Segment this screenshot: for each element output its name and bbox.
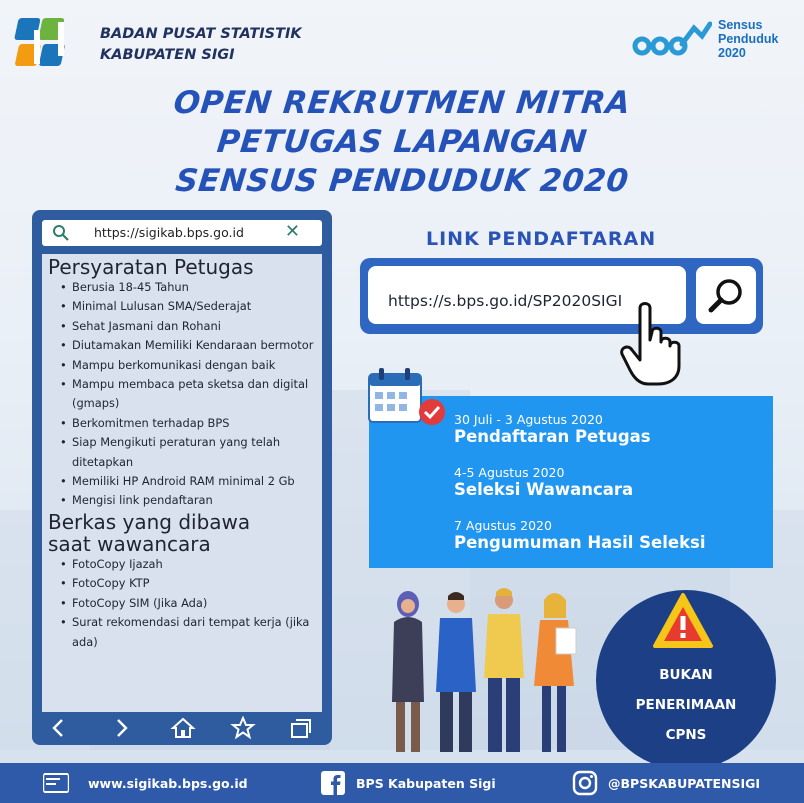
documents-title-line1: Berkas yang dibawa (48, 509, 251, 534)
phone-screen (42, 254, 322, 712)
list-item: • Berkomitmen terhadap BPS (60, 414, 322, 433)
title-line1: OPEN REKRUTMEN MITRA (171, 85, 633, 121)
home-icon[interactable] (170, 716, 196, 740)
instagram-icon (572, 770, 598, 796)
facebook-icon (320, 770, 346, 796)
title-line2: PETUGAS LAPANGAN (215, 124, 589, 160)
close-icon[interactable]: ✕ (284, 221, 300, 242)
list-item: • Memiliki HP Android RAM minimal 2 Gb (60, 472, 322, 491)
schedule-item (454, 465, 633, 499)
list-item: • Berusia 18-45 Tahun (60, 278, 322, 297)
list-item: • Siap Mengikuti peraturan yang telah ditetapkan (60, 433, 322, 472)
title-line3: SENSUS PENDUDUK 2020 (173, 163, 631, 199)
schedule-item (454, 412, 651, 446)
list-item: • Mengisi link pendaftaran (60, 491, 322, 510)
list-item: • FotoCopy SIM (Jika Ada) (60, 594, 322, 613)
search-icon (52, 224, 70, 242)
check-icon (418, 398, 446, 426)
list-item: • Minimal Lulusan SMA/Sederajat (60, 297, 322, 316)
forward-icon[interactable] (108, 716, 134, 740)
magnifier-icon (696, 266, 756, 324)
phone-nav-bar (32, 712, 332, 745)
footer-website[interactable] (34, 763, 248, 803)
org-name-line2: KABUPATEN SIGI (100, 47, 235, 63)
back-icon[interactable] (46, 716, 72, 740)
footer-instagram[interactable] (572, 763, 760, 803)
requirements-list (42, 278, 322, 511)
documents-title-line2: saat wawancara (48, 531, 211, 556)
footer (0, 763, 804, 803)
schedule-date: 30 Juli - 3 Agustus 2020 (454, 412, 603, 427)
list-item: • Mampu berkomunikasi dengan baik (60, 356, 322, 375)
link-search-box (360, 258, 763, 334)
link-url-text: https://s.bps.go.id/SP2020SIGI (388, 292, 623, 310)
pointer-hand-icon (618, 300, 696, 386)
schedule-title: Seleksi Wawancara (454, 480, 634, 499)
documents-list (42, 555, 322, 652)
schedule-date: 7 Agustus 2020 (454, 518, 552, 533)
sensus-penduduk-text (718, 18, 778, 60)
warning-icon (652, 592, 714, 650)
footer-facebook-text: BPS Kabupaten Sigi (356, 775, 496, 791)
schedule-title: Pendaftaran Petugas (454, 427, 651, 446)
schedule-item (454, 518, 706, 552)
page-title (0, 84, 804, 201)
schedule-title: Pengumuman Hasil Seleksi (454, 533, 706, 552)
tabs-icon[interactable] (288, 716, 314, 740)
phone-url-text: https://sigikab.bps.go.id (94, 225, 244, 240)
list-item: • FotoCopy Ijazah (60, 555, 322, 574)
list-item: • Mampu membaca peta sketsa dan digital (gmaps) (60, 375, 322, 414)
phone-url-bar[interactable] (42, 220, 322, 246)
footer-instagram-text: @BPSKABUPATENSIGI (608, 775, 761, 791)
list-item: • Diutamakan Memiliki Kendaraan bermotor (60, 336, 322, 355)
org-name (100, 24, 302, 66)
bps-logo (14, 12, 90, 76)
footer-website-text: www.sigikab.bps.go.id (88, 775, 248, 791)
requirements-title: Persyaratan Petugas (48, 255, 254, 279)
list-item: • Sehat Jasmani dan Rohani (60, 317, 322, 336)
org-name-line1: BADAN PUSAT STATISTIK (100, 26, 302, 42)
sensus-line1: Sensus (718, 18, 763, 32)
warning-text (596, 660, 776, 750)
sensus-line2: Penduduk (718, 32, 779, 46)
list-item: • Surat rekomendasi dari tempat kerja (jika ada) (60, 613, 322, 652)
warning-line1: BUKAN (659, 667, 713, 683)
list-item: • FotoCopy KTP (60, 574, 322, 593)
footer-facebook[interactable] (320, 763, 496, 803)
link-label: LINK PENDAFTARAN (426, 228, 657, 250)
warning-line2: PENERIMAAN (635, 697, 737, 713)
people-illustration (378, 582, 600, 760)
link-search-button[interactable] (696, 266, 756, 324)
schedule-date: 4-5 Agustus 2020 (454, 465, 565, 480)
browser-icon (34, 770, 78, 796)
star-icon[interactable] (230, 716, 256, 740)
warning-line3: CPNS (665, 727, 707, 743)
sensus-line3: 2020 (718, 46, 746, 60)
sensus-penduduk-logo (632, 18, 712, 62)
phone-mockup (32, 210, 332, 745)
